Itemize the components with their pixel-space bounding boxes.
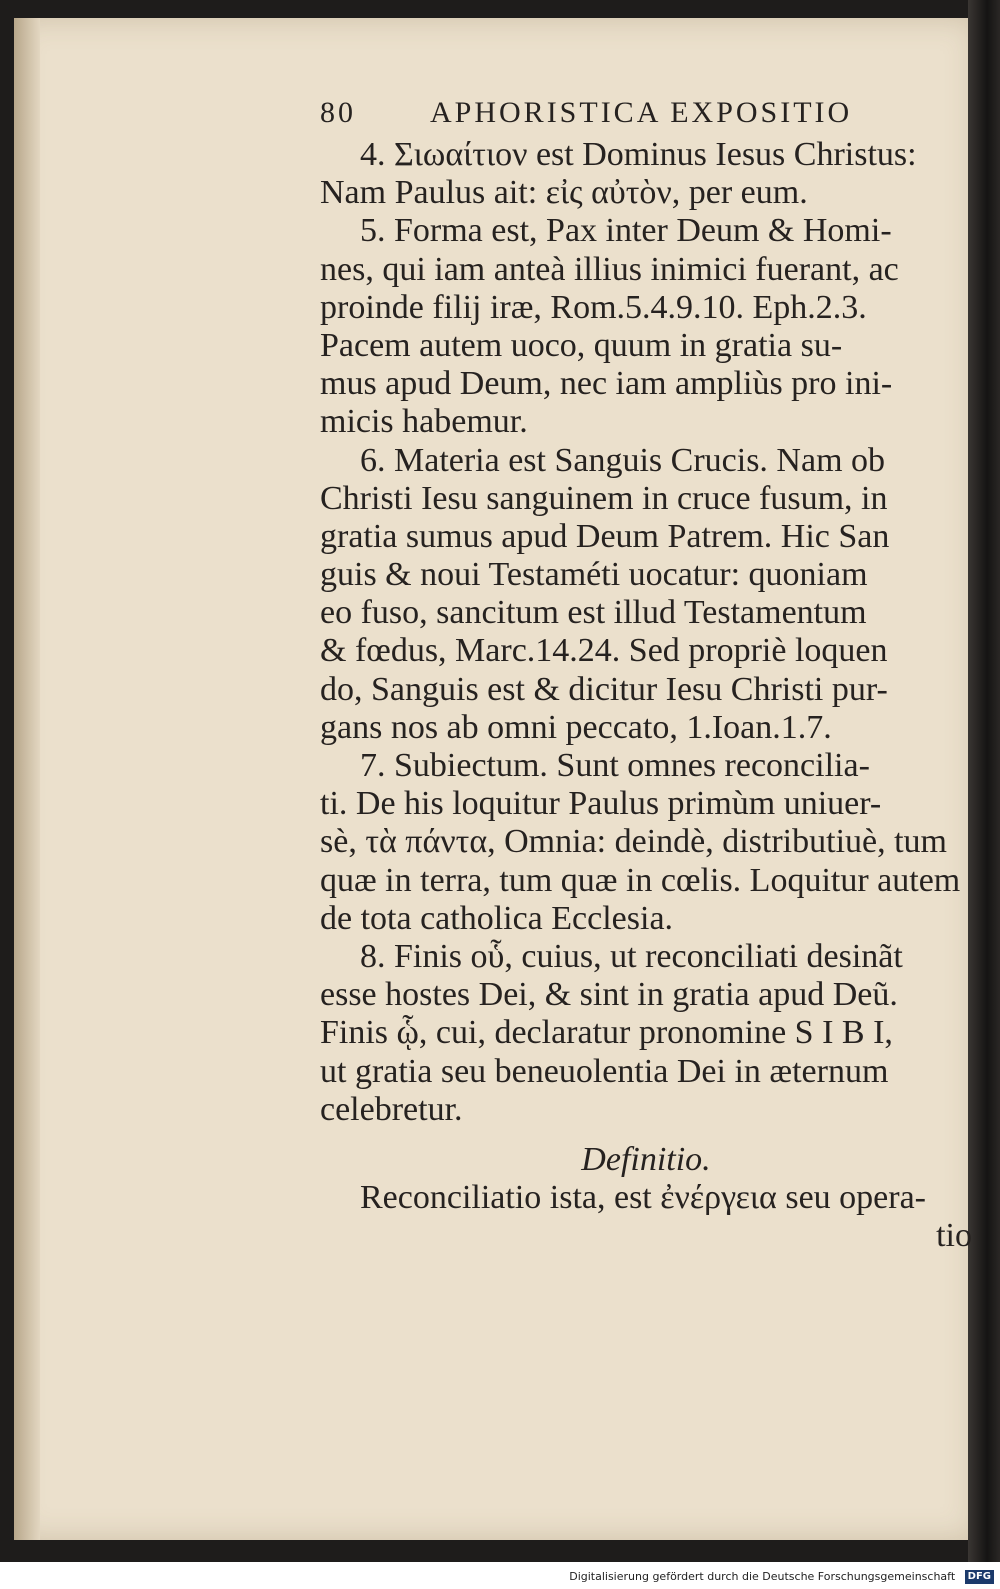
section-heading: Definitio.	[581, 1140, 711, 1178]
text-line: Reconciliatio ista, est ἐνέργεια seu opera-	[360, 1179, 926, 1217]
text-line: 7. Subiectum. Sunt omnes reconcilia-	[360, 747, 870, 784]
text-line: nes, qui iam anteà illius inimici fuerant, ac	[320, 250, 899, 288]
text-line: celebretur.	[320, 1090, 463, 1128]
text-line: do, Sanguis est & dicitur Iesu Christi pur-	[320, 670, 888, 708]
section-gap	[320, 1129, 972, 1141]
text-line: 8. Finis οὗ, cuius, ut reconciliati desinãt	[360, 937, 903, 975]
text-line: Finis ᾧ, cui, declaratur pronomine S I B I,	[320, 1014, 893, 1052]
text-line: guis & noui Testaméti uocatur: quoniam	[320, 556, 868, 594]
text-line: de tota catholica Ecclesia.	[320, 899, 674, 937]
text-line: mus apud Deum, nec iam ampliùs pro ini-	[320, 365, 893, 403]
text-line: Nam Paulus ait: εἰς αὐτὸν, per eum.	[320, 174, 808, 212]
page-edge-shadow	[968, 0, 1000, 1562]
text-line: 6. Materia est Sanguis Crucis. Nam ob	[360, 441, 886, 479]
text-line: quæ in terra, tum quæ in cœlis. Loquitur autem	[320, 861, 961, 899]
running-title: APHORISTICA EXPOSITIO	[430, 96, 853, 129]
running-header	[320, 94, 972, 136]
text-line: micis habemur.	[320, 403, 528, 441]
text-line: gratia sumus apud Deum Patrem. Hic San	[320, 517, 890, 555]
text-line: 5. Forma est, Pax inter Deum & Homi-	[360, 212, 892, 250]
page-number: 80	[320, 96, 356, 129]
text-line: 4. Σιωαίτιον est Dominus Iesus Christus:	[360, 136, 917, 173]
text-line: Christi Iesu sanguinem in cruce fusum, in	[320, 479, 888, 517]
text-line: eo fuso, sancitum est illud Testamentum	[320, 594, 867, 632]
digitization-credit	[0, 1565, 994, 1589]
text-line: & fœdus, Marc.14.24. Sed propriè loquen	[320, 632, 888, 670]
text-line: ti. De his loquitur Paulus primùm uniuer-	[320, 785, 882, 823]
text-line: gans nos ab omni peccato, 1.Ioan.1.7.	[320, 708, 832, 746]
page-text	[320, 94, 972, 1255]
catchword: tio	[936, 1217, 972, 1255]
text-line: sè, τὰ πάντα, Omnia: deindè, distributiuè, tum	[320, 823, 948, 861]
credit-text: Digitalisierung gefördert durch die Deutsche Forschungsgemeinschaft	[569, 1570, 956, 1583]
text-line: ut gratia seu beneuolentia Dei in æternum	[320, 1052, 889, 1090]
text-line: Pacem autem uoco, quum in gratia su-	[320, 326, 843, 364]
text-line: proinde filij iræ, Rom.5.4.9.10. Eph.2.3.	[320, 288, 867, 326]
dfg-logo: DFG	[965, 1570, 994, 1584]
text-line: esse hostes Dei, & sint in gratia apud Deũ.	[320, 976, 898, 1014]
page-gutter	[14, 18, 40, 1540]
